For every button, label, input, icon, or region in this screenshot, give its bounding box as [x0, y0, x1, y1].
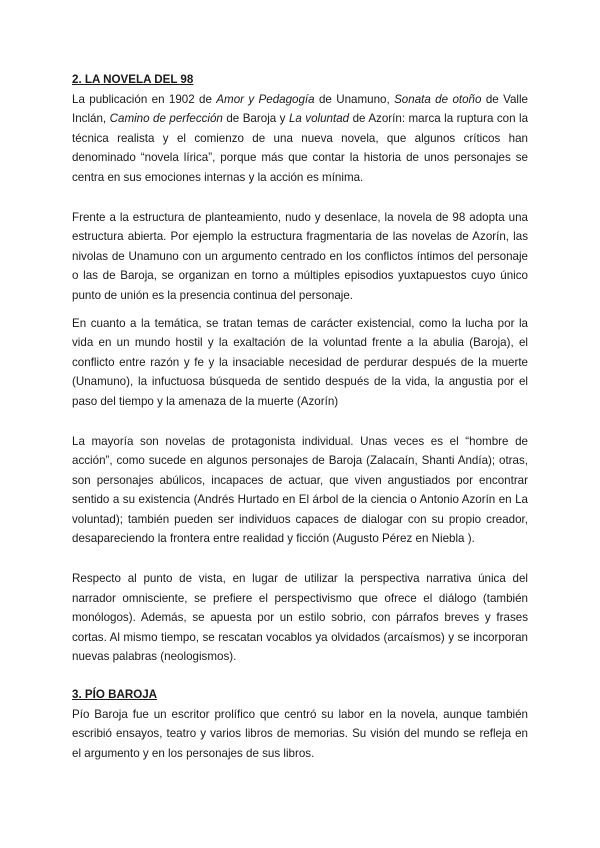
- text-run: de Valle Inclán,: [72, 92, 528, 126]
- paragraph-protagonista: La mayoría son novelas de protagonista individual. Unas veces es el “hombre de acción”, como sucede en algunos personajes de Baroja (Zalacaín, Shanti Andía); otras, son personajes abúlicos, incapaces de actuar, que viven angustiados por encontrar sentido a su existencia (Andrés Hurtado en El árbol de la ciencia o Antonio Azorín en La voluntad); también pueden ser individuos capaces de dialogar con su propio creador, desapareciendo la frontera entre realidad y ficción (Augusto Pérez en Niebla ).: [72, 434, 528, 546]
- paragraph-punto-de-vista: Respecto al punto de vista, en lugar de utilizar la perspectiva narrativa única del narrador omnisciente, se prefiere el perspectivismo que ofrece el diálogo (también monólogos). Además, se apuesta por un estilo sobrio, con párrafos breves y frases cortas. Al mismo tiempo, se rescatan vocablos ya olvidados (arcaísmos) y se incorporan nuevas palabras (neologismos).: [72, 572, 528, 664]
- paragraph-publicacion-1902: [72, 90, 528, 188]
- book-title-sonata-de-otono: Sonata de otoño: [394, 92, 482, 106]
- paragraph-pio-baroja-intro: Pío Baroja fue un escritor prolífico que centró su labor en la novela, aunque también escribió ensayos, teatro y varios libros de memorias. Su visión del mundo se refleja en el argumento y en los personajes de sus libros.: [72, 707, 528, 760]
- paragraph-tematica: En cuanto a la temática, se tratan temas de carácter existencial, como la lucha por la vida en un mundo hostil y la exaltación de la voluntad frente a la abulia (Baroja), el conflicto entre razón y fe y la insaciable necesidad de perdurar después de la muerte (Unamuno), la infuctuosa búsqueda de sentido después de la vida, la angustia por el paso del tiempo y la amenaza de la muerte (Azorín): [72, 316, 528, 408]
- text-run: de Baroja y: [222, 112, 289, 126]
- section-heading-novela-98: 2. LA NOVELA DEL 98: [72, 73, 194, 86]
- text-run: La publicación en 1902 de: [72, 92, 217, 106]
- book-title-amor-y-pedagogia: Amor y Pedagogía: [216, 92, 315, 106]
- paragraph-estructura: Frente a la estructura de planteamiento, nudo y desenlace, la novela de 98 adopta una estructura abierta. Por ejemplo la estructura fragmentaria de las novelas de Azorín, las nivolas de Unamuno con un argumento centrado en los conflictos íntimos del personaje o las de Baroja, se organizan en torno a múltiples episodios yuxtapuestos cuyo único punto de unión es la presencia continua del personaje.: [72, 210, 528, 302]
- book-title-la-voluntad: La voluntad: [288, 112, 350, 126]
- document-page: [72, 70, 528, 763]
- section-heading-pio-baroja: 3. PÍO BAROJA: [72, 688, 158, 702]
- book-title-camino-de-perfeccion: Camino de perfección: [109, 112, 223, 126]
- text-run: de Unamuno,: [314, 92, 395, 106]
- text-run: de Azorín: marca la ruptura con la técnica realista y el comienzo de una nueva novela, que algunos críticos han denominado “novela lírica”, porque más que contar la historia de unos personajes se centra en sus emociones internas y la acción es mínima.: [72, 112, 529, 184]
